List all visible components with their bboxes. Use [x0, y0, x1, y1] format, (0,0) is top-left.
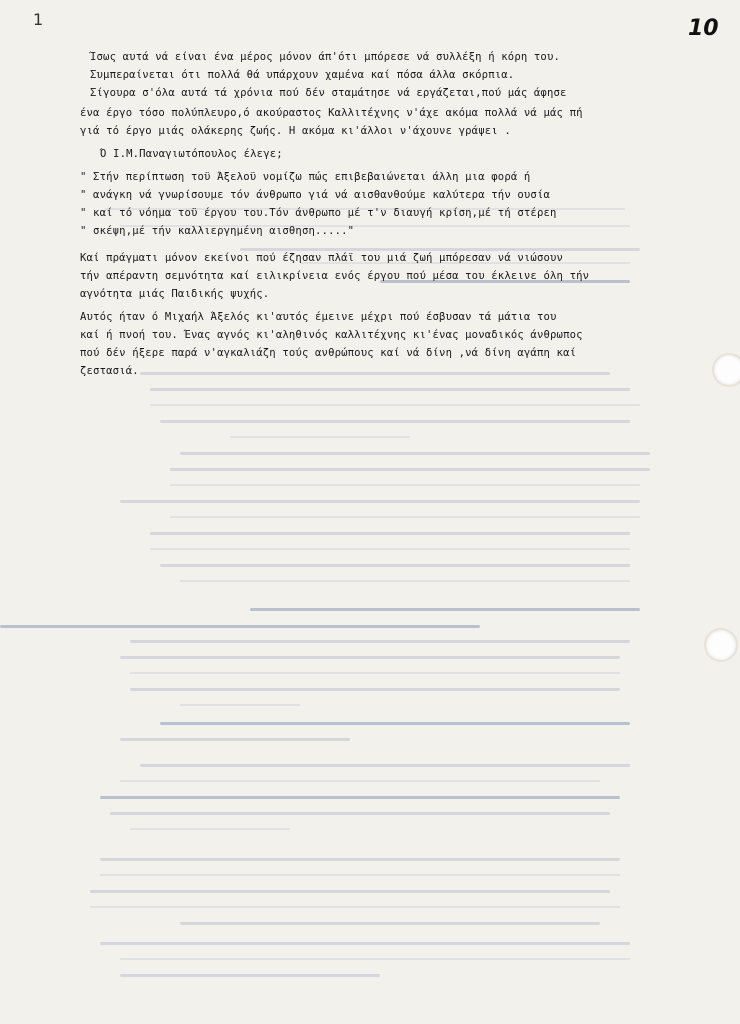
- text-line: Αυτός ήταν ό Μιχαήλ Άξελός κι'αυτός έμεινε μέχρι πού έσβυσαν τά μάτια του: [80, 311, 557, 323]
- text-line: Ίσως αυτά νά είναι ένα μέρος μόνον άπ'ότι μπόρεσε νά συλλέξη ή κόρη του.: [90, 51, 561, 63]
- text-line: " καί τό νόημα τοϋ έργου του.Τόν άνθρωπο μέ τ'ν διαυγή κρίση,μέ τή στέρεη: [80, 207, 557, 219]
- text-line: " σκέψη,μέ τήν καλλιεργημένη αισθηση.....": [80, 225, 355, 237]
- text-line: τήν απέραντη σεμνότητα καί ειλικρίνεια ενός έργου πού μέσα του έκλεινε όλη τήν: [80, 270, 590, 282]
- text-line: ζεστασιά.: [80, 365, 139, 377]
- text-line: Καί πράγματι μόνον εκείνοι πού έζησαν πλάϊ του μιά ζωή μπόρεσαν νά νιώσουν: [80, 252, 564, 264]
- text-line: " ανάγκη νά γνωρίσουμε τόν άνθρωπο γιά νά αισθανθούμε καλύτερα τήν ουσία: [80, 189, 551, 201]
- punch-hole: [712, 353, 740, 387]
- text-line: γιά τό έργο μιάς ολάκερης ζωής. Η ακόμα κι'άλλοι ν'άχουνε γράψει .: [80, 125, 511, 137]
- text-line: Συμπεραίνεται ότι πολλά θά υπάρχουν χαμένα καί πόσα άλλα σκόρπια.: [90, 69, 515, 81]
- page-number: 10: [688, 16, 719, 41]
- text-line: πού δέν ήξερε παρά ν'αγκαλιάζη τούς ανθρώπους καί νά δίνη ,νά δίνη αγάπη καί: [80, 347, 577, 359]
- text-line: ένα έργο τόσο πολύπλευρο,ό ακούραστος Καλλιτέχνης ν'άχε ακόμα πολλά νά μάς πή: [80, 107, 583, 119]
- text-line: " Στήν περίπτωση τοϋ Άξελοϋ νομίζω πώς επιβεβαιώνεται άλλη μια φορά ή: [80, 171, 531, 183]
- text-line: αγνότητα μιάς Παιδικής ψυχής.: [80, 288, 270, 300]
- text-line: Σίγουρα σ'όλα αυτά τά χρόνια πού δέν σταμάτησε νά εργάζεται,πού μάς άφησε: [90, 87, 567, 99]
- text-line: Ό Ι.Μ.Παναγιωτόπουλος έλεγε;: [100, 148, 283, 160]
- punch-hole: [704, 628, 738, 662]
- text-line: καί ή πνοή του. Ένας αγνός κι'αληθινός καλλιτέχνης κι'ένας μοναδικός άνθρωπος: [80, 329, 583, 341]
- corner-mark: 1: [33, 10, 44, 29]
